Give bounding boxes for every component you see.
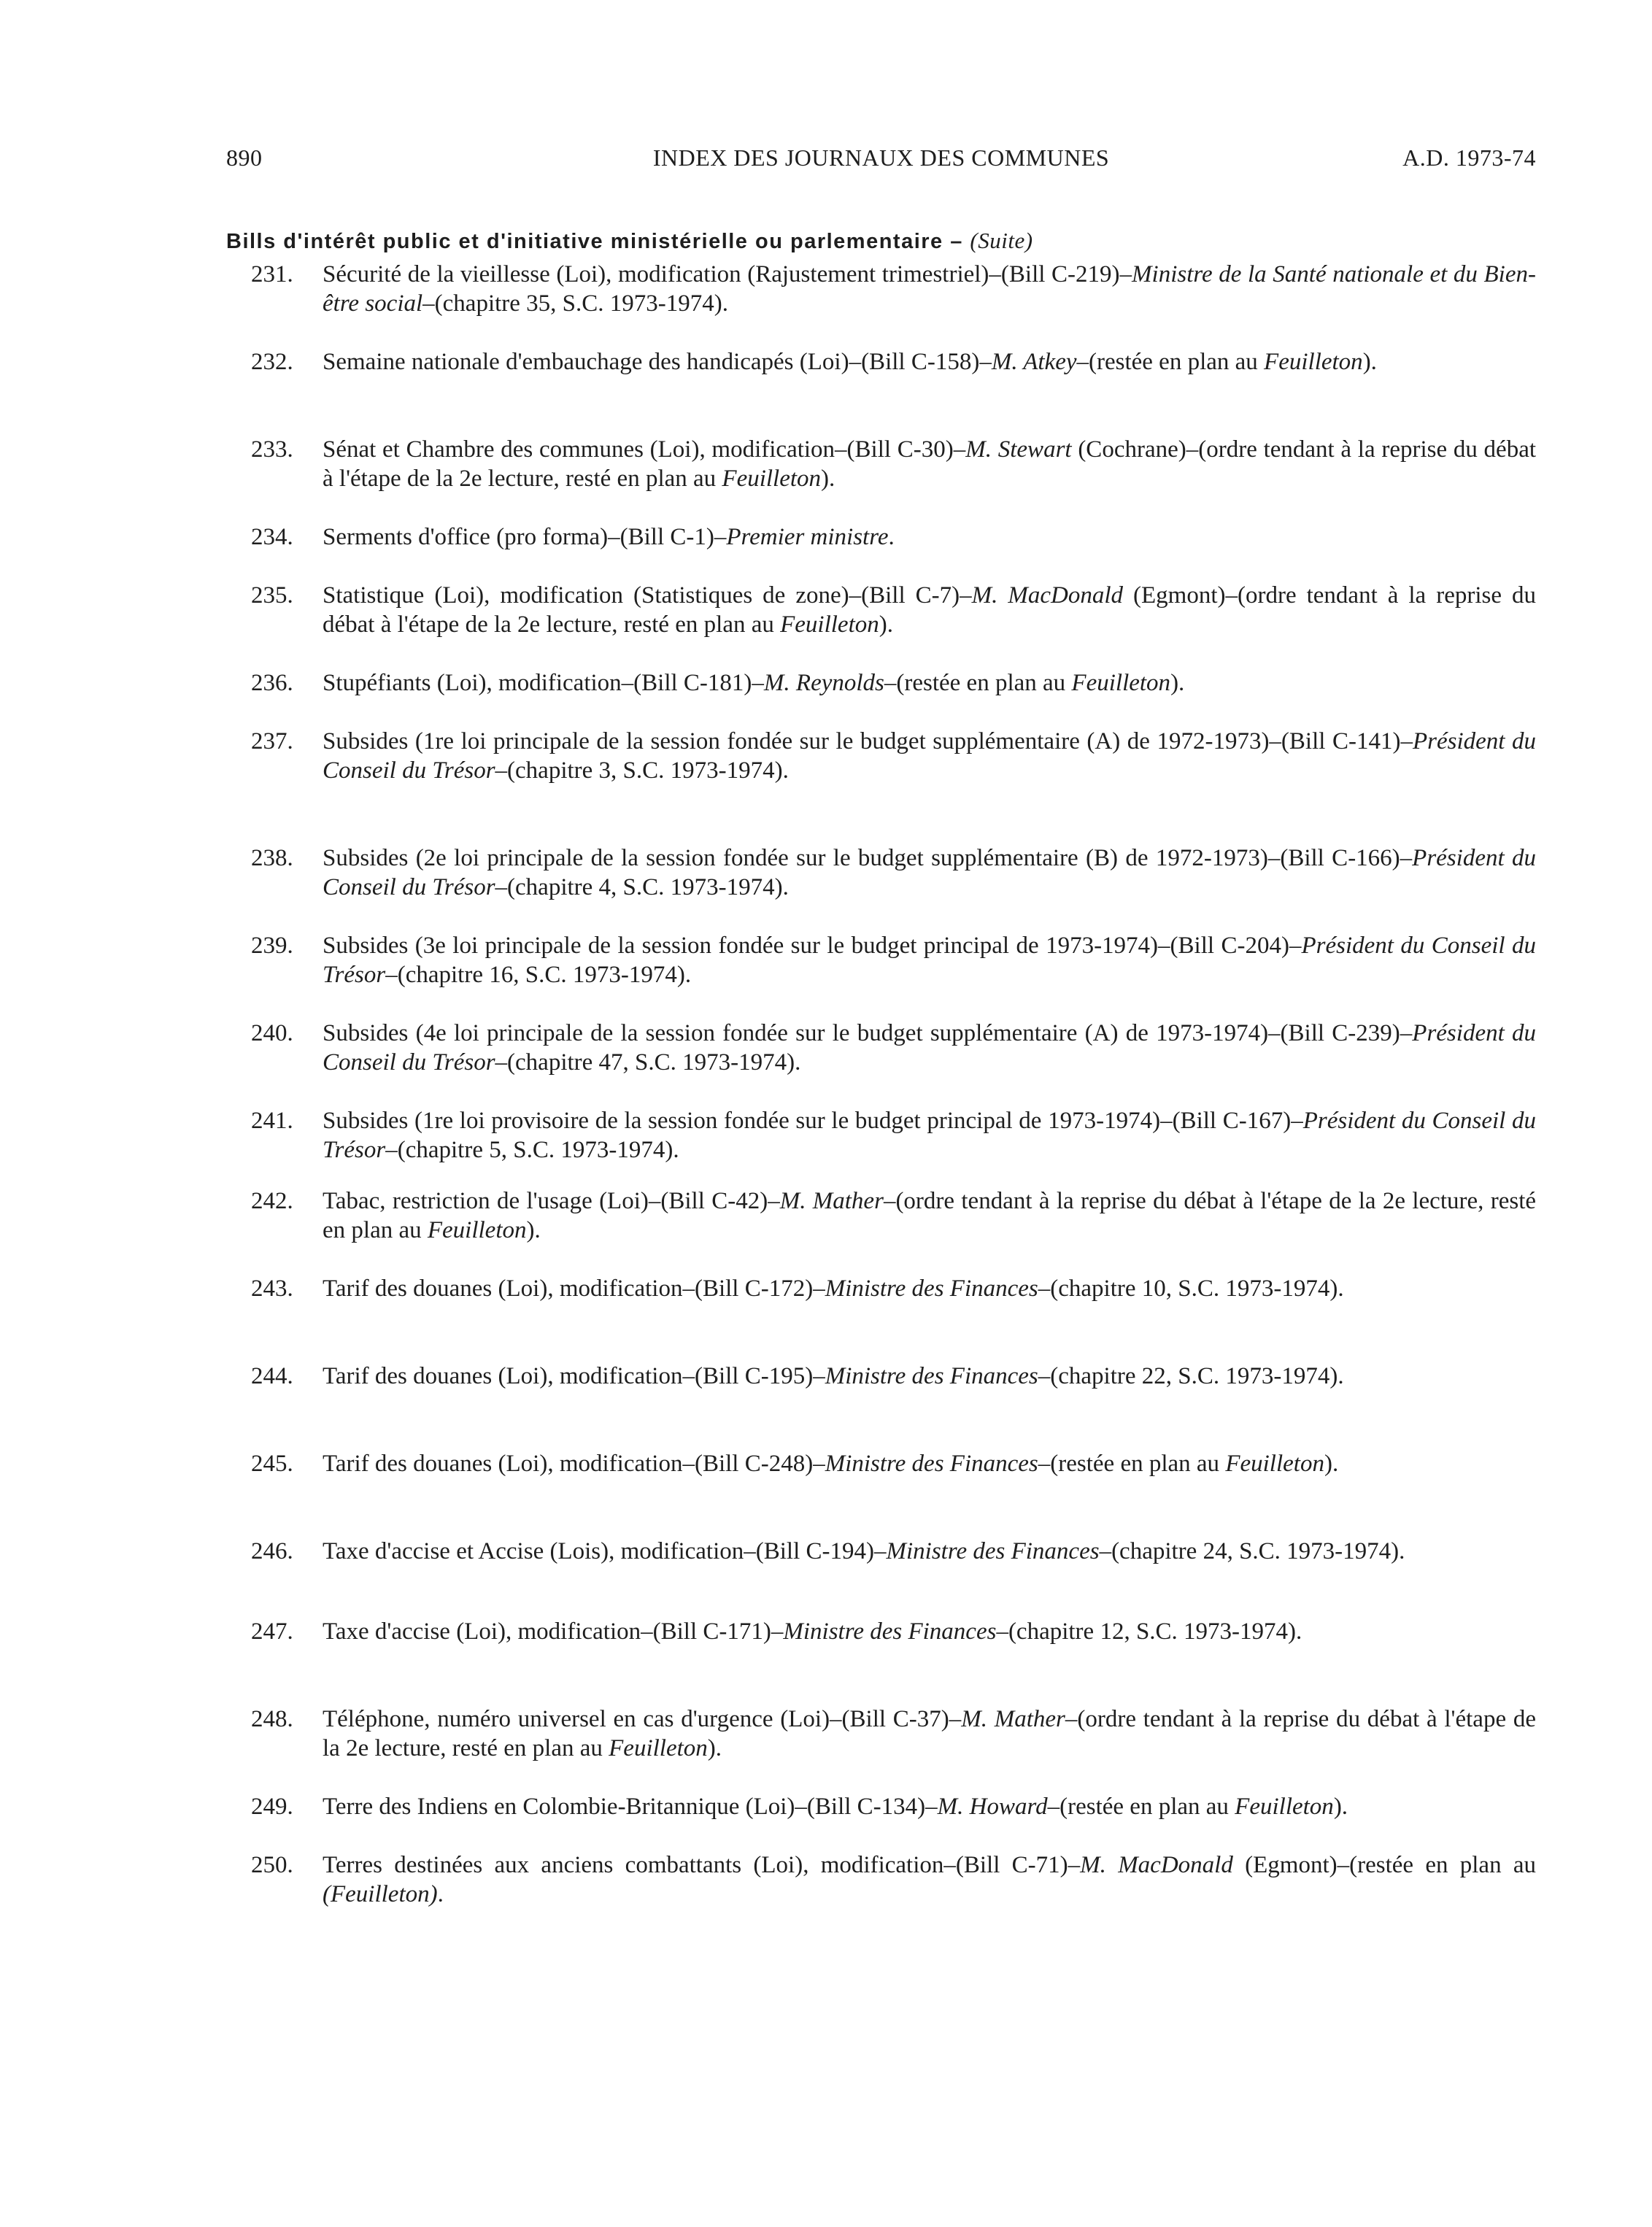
bill-entry-sponsor: (Feuilleton) — [323, 1881, 438, 1907]
bill-entry-number: 246. — [251, 1538, 293, 1564]
bill-entry-sponsor: Feuilleton — [427, 1217, 527, 1243]
bill-entry-segment: Subsides (4e loi principale de la session fondée sur le budget supplémentaire (A) de 1973-1974)–(Bill C-239)– — [323, 1020, 1413, 1046]
bill-entry — [226, 931, 1536, 989]
bill-entry-text — [323, 347, 1536, 377]
bill-entry-segment: Subsides (2e loi principale de la session fondée sur le budget supplémentaire (B) de 1972-1973)–(Bill C-166)– — [323, 845, 1413, 871]
bill-entry-segment: –(ordre tendant à la reprise du débat à l'étape de la 2e lecture, resté en plan au — [323, 1188, 1537, 1243]
bill-entry-number: 231. — [251, 261, 293, 287]
bill-entry-number: 247. — [251, 1618, 293, 1645]
bill-entry-segment: –(chapitre 22, S.C. 1973-1974). — [1038, 1363, 1344, 1389]
bill-entry-segment: Téléphone, numéro universel en cas d'urgence (Loi)–(Bill C-37)– — [323, 1706, 962, 1732]
bill-entry — [226, 1362, 1536, 1391]
bill-entry-sponsor: Président du Conseil du Trésor — [323, 1020, 1536, 1076]
bill-entry-segment: ). — [1333, 1794, 1348, 1820]
bill-entry-text — [323, 1106, 1536, 1165]
bill-entry — [226, 727, 1536, 785]
bill-entry-sponsor: M. Howard — [937, 1794, 1048, 1820]
bill-entry-segment: . — [888, 524, 895, 550]
bill-entry-segment: ). — [1324, 1451, 1339, 1477]
bill-entry-segment: –(chapitre 16, S.C. 1973-1974). — [385, 962, 692, 988]
bill-entry-number: 238. — [251, 845, 293, 871]
bill-entry-sponsor: Ministre des Finances — [825, 1451, 1038, 1477]
bill-entry — [226, 347, 1536, 377]
bill-entry — [226, 522, 1536, 552]
bill-entry-sponsor: Feuilleton — [1225, 1451, 1324, 1477]
bill-entry-segment: Stupéfiants (Loi), modification–(Bill C-181)– — [323, 670, 764, 696]
bill-entry-segment: –(chapitre 3, S.C. 1973-1974). — [495, 757, 789, 784]
bill-entry-text — [323, 1705, 1536, 1763]
bill-entry-text — [323, 1274, 1536, 1303]
bill-entry-text — [323, 1019, 1536, 1077]
bill-entry-sponsor: Feuilleton — [1264, 349, 1363, 375]
bill-entry-text — [323, 1792, 1536, 1821]
bill-entry-segment: –(chapitre 4, S.C. 1973-1974). — [495, 874, 789, 900]
bill-entry-segment: Tarif des douanes (Loi), modification–(Bill C-172)– — [323, 1275, 825, 1302]
bill-entry-text — [323, 1449, 1536, 1478]
bill-entry-sponsor: Président du Conseil du Trésor — [323, 728, 1537, 784]
bill-entry-segment: ). — [821, 466, 835, 492]
bill-entry-segment: ). — [1170, 670, 1185, 696]
bill-entry-number: 248. — [251, 1706, 293, 1732]
bill-entry-sponsor: Premier ministre — [726, 524, 889, 550]
bill-entry-segment: Tarif des douanes (Loi), modification–(Bill C-195)– — [323, 1363, 825, 1389]
bill-entry-segment: Subsides (1re loi provisoire de la session fondée sur le budget principal de 1973-1974)–(Bill C-167)– — [323, 1108, 1303, 1134]
bill-entry-number: 236. — [251, 670, 293, 696]
bill-entry-sponsor: M. Reynolds — [763, 670, 884, 696]
bill-entry-number: 239. — [251, 933, 293, 959]
bill-entry-segment: Taxe d'accise et Accise (Lois), modification–(Bill C-194)– — [323, 1538, 887, 1564]
bill-entry-number: 249. — [251, 1794, 293, 1820]
bill-entry-text — [323, 522, 1536, 552]
bill-entry-number: 237. — [251, 728, 293, 754]
bill-entry-number: 240. — [251, 1020, 293, 1046]
bill-entry-number: 232. — [251, 349, 293, 375]
bill-entry-number: 241. — [251, 1108, 293, 1134]
bill-entry — [226, 668, 1536, 698]
bill-entry-segment: Terre des Indiens en Colombie-Britannique (Loi)–(Bill C-134)– — [323, 1794, 938, 1820]
bill-entry-text — [323, 1186, 1536, 1245]
bill-entry-segment: ). — [1362, 349, 1377, 375]
bill-entry-sponsor: Ministre de la Santé nationale et du Bien-être social — [323, 261, 1536, 317]
bill-entry-text — [323, 581, 1536, 639]
bill-entry-segment: –(restée en plan au — [1038, 1451, 1226, 1477]
bill-entry-segment: . — [437, 1881, 444, 1907]
bill-entry-sponsor: Président du Conseil du Trésor — [323, 933, 1536, 988]
bill-entry-segment: –(restée en plan au — [884, 670, 1072, 696]
bill-entry-number: 243. — [251, 1275, 293, 1302]
bill-entry-sponsor: Feuilleton — [722, 466, 822, 492]
bill-entry-segment: (Cochrane)–(ordre tendant à la reprise du débat à l'étape de la 2e lecture, resté en plan au — [323, 436, 1537, 492]
bill-entry-segment: –(chapitre 24, S.C. 1973-1974). — [1099, 1538, 1405, 1564]
bill-entry-sponsor: Ministre des Finances — [825, 1363, 1038, 1389]
bill-entry-text — [323, 931, 1536, 989]
bill-entry-segment: ). — [879, 611, 894, 638]
page-header — [226, 144, 1536, 180]
bill-entry-segment: Taxe d'accise (Loi), modification–(Bill C-171)– — [323, 1618, 784, 1645]
bill-entry — [226, 1537, 1536, 1566]
bill-entry-segment: (Egmont)–(ordre tendant à la reprise du débat à l'étape de la 2e lecture, resté en plan au — [323, 582, 1536, 638]
bill-entry-text — [323, 1617, 1536, 1646]
bill-entry-number: 233. — [251, 436, 293, 463]
bill-entry-segment: –(chapitre 5, S.C. 1973-1974). — [385, 1137, 679, 1163]
bill-entry-segment: Tabac, restriction de l'usage (Loi)–(Bill C-42)– — [323, 1188, 780, 1214]
bill-entry — [226, 1019, 1536, 1077]
bill-entry-segment: –(ordre tendant à la reprise du débat à l'étape de la 2e lecture, resté en plan au — [323, 1706, 1536, 1761]
bill-entry-number: 245. — [251, 1451, 293, 1477]
bill-entry — [226, 1186, 1536, 1245]
bill-entry-segment: –(restée en plan au — [1047, 1794, 1235, 1820]
bill-entry-segment: ). — [707, 1735, 722, 1761]
bill-entry — [226, 1850, 1536, 1909]
bill-entry — [226, 260, 1536, 318]
bill-entry-sponsor: M. Atkey — [991, 349, 1077, 375]
bill-entry-sponsor: M. MacDonald — [971, 582, 1124, 609]
bill-entry-sponsor: Président du Conseil du Trésor — [323, 1108, 1536, 1163]
bill-entry-segment: –(chapitre 35, S.C. 1973-1974). — [422, 290, 729, 317]
bill-entry-segment: Subsides (1re loi principale de la session fondée sur le budget supplémentaire (A) de 1972-1973)–(Bill C-141)– — [323, 728, 1413, 754]
bill-entry-segment: Terres destinées aux anciens combattants (Loi), modification–(Bill C-71)– — [323, 1852, 1081, 1878]
bill-entry-segment: Semaine nationale d'embauchage des handicapés (Loi)–(Bill C-158)– — [323, 349, 992, 375]
bill-entry-sponsor: M. Mather — [961, 1706, 1065, 1732]
bill-entry — [226, 435, 1536, 493]
bill-entry-segment: –(chapitre 47, S.C. 1973-1974). — [495, 1049, 801, 1076]
bill-entry-sponsor: Feuilleton — [780, 611, 879, 638]
bill-entry-sponsor: M. MacDonald — [1080, 1852, 1233, 1878]
bill-entry-segment: Subsides (3e loi principale de la session fondée sur le budget principal de 1973-1974)–(Bill C-204)– — [323, 933, 1302, 959]
bill-entry-text — [323, 844, 1536, 902]
bill-entry-text — [323, 1850, 1536, 1909]
bill-entry — [226, 844, 1536, 902]
page-number: 890 — [226, 144, 263, 171]
bill-entry-number: 244. — [251, 1363, 293, 1389]
bill-entry-segment: Sénat et Chambre des communes (Loi), modification–(Bill C-30)– — [323, 436, 966, 463]
bill-entry-segment: Serments d'office (pro forma)–(Bill C-1)– — [323, 524, 727, 550]
bill-entry — [226, 581, 1536, 639]
section-heading — [226, 228, 1540, 254]
bill-entry-text — [323, 668, 1536, 698]
bill-entry-sponsor: Ministre des Finances — [783, 1618, 997, 1645]
bill-entry-segment: ). — [526, 1217, 541, 1243]
bill-entry — [226, 1792, 1536, 1821]
bill-entry-text — [323, 727, 1536, 785]
bill-entry — [226, 1449, 1536, 1478]
bill-entry-number: 234. — [251, 524, 293, 550]
bill-entry-segment: –(chapitre 10, S.C. 1973-1974). — [1038, 1275, 1344, 1302]
bill-entry-sponsor: M. Mather — [779, 1188, 884, 1214]
bill-entry-sponsor: Ministre des Finances — [886, 1538, 1100, 1564]
bill-entry-segment: Statistique (Loi), modification (Statistiques de zone)–(Bill C-7)– — [323, 582, 972, 609]
bill-entry-sponsor: Feuilleton — [1071, 670, 1171, 696]
running-title: INDEX DES JOURNAUX DES COMMUNES — [652, 144, 1110, 171]
bill-entry — [226, 1617, 1536, 1646]
bill-entry-text — [323, 1362, 1536, 1391]
bill-entry-sponsor: Ministre des Finances — [825, 1275, 1038, 1302]
bill-entry-segment: –(chapitre 12, S.C. 1973-1974). — [996, 1618, 1302, 1645]
bill-entry-text — [323, 260, 1536, 318]
bill-entry-text — [323, 435, 1536, 493]
bill-entry-sponsor: Président du Conseil du Trésor — [323, 845, 1536, 900]
bill-entry-number: 235. — [251, 582, 293, 609]
bill-entry-sponsor: Feuilleton — [609, 1735, 708, 1761]
section-heading-text: Bills d'intérêt public et d'initiative ministérielle ou parlementaire – — [226, 230, 970, 253]
bill-entry-sponsor: M. Stewart — [965, 436, 1072, 463]
bill-entry — [226, 1106, 1536, 1165]
bill-entry-segment: –(restée en plan au — [1076, 349, 1265, 375]
bill-entry-segment: Sécurité de la vieillesse (Loi), modification (Rajustement trimestriel)–(Bill C-219)– — [323, 261, 1132, 287]
section-heading-suite: (Suite) — [970, 228, 1033, 253]
bill-entry — [226, 1705, 1536, 1763]
bill-entry-segment: Tarif des douanes (Loi), modification–(Bill C-248)– — [323, 1451, 825, 1477]
bill-entry-sponsor: Feuilleton — [1235, 1794, 1334, 1820]
bill-entry-text — [323, 1537, 1536, 1566]
bill-entry — [226, 1274, 1536, 1303]
bill-entry-number: 250. — [251, 1852, 293, 1878]
bill-entry-segment: (Egmont)–(restée en plan au — [1232, 1852, 1536, 1878]
running-year: A.D. 1973-74 — [1402, 144, 1536, 171]
bill-entry-number: 242. — [251, 1188, 293, 1214]
